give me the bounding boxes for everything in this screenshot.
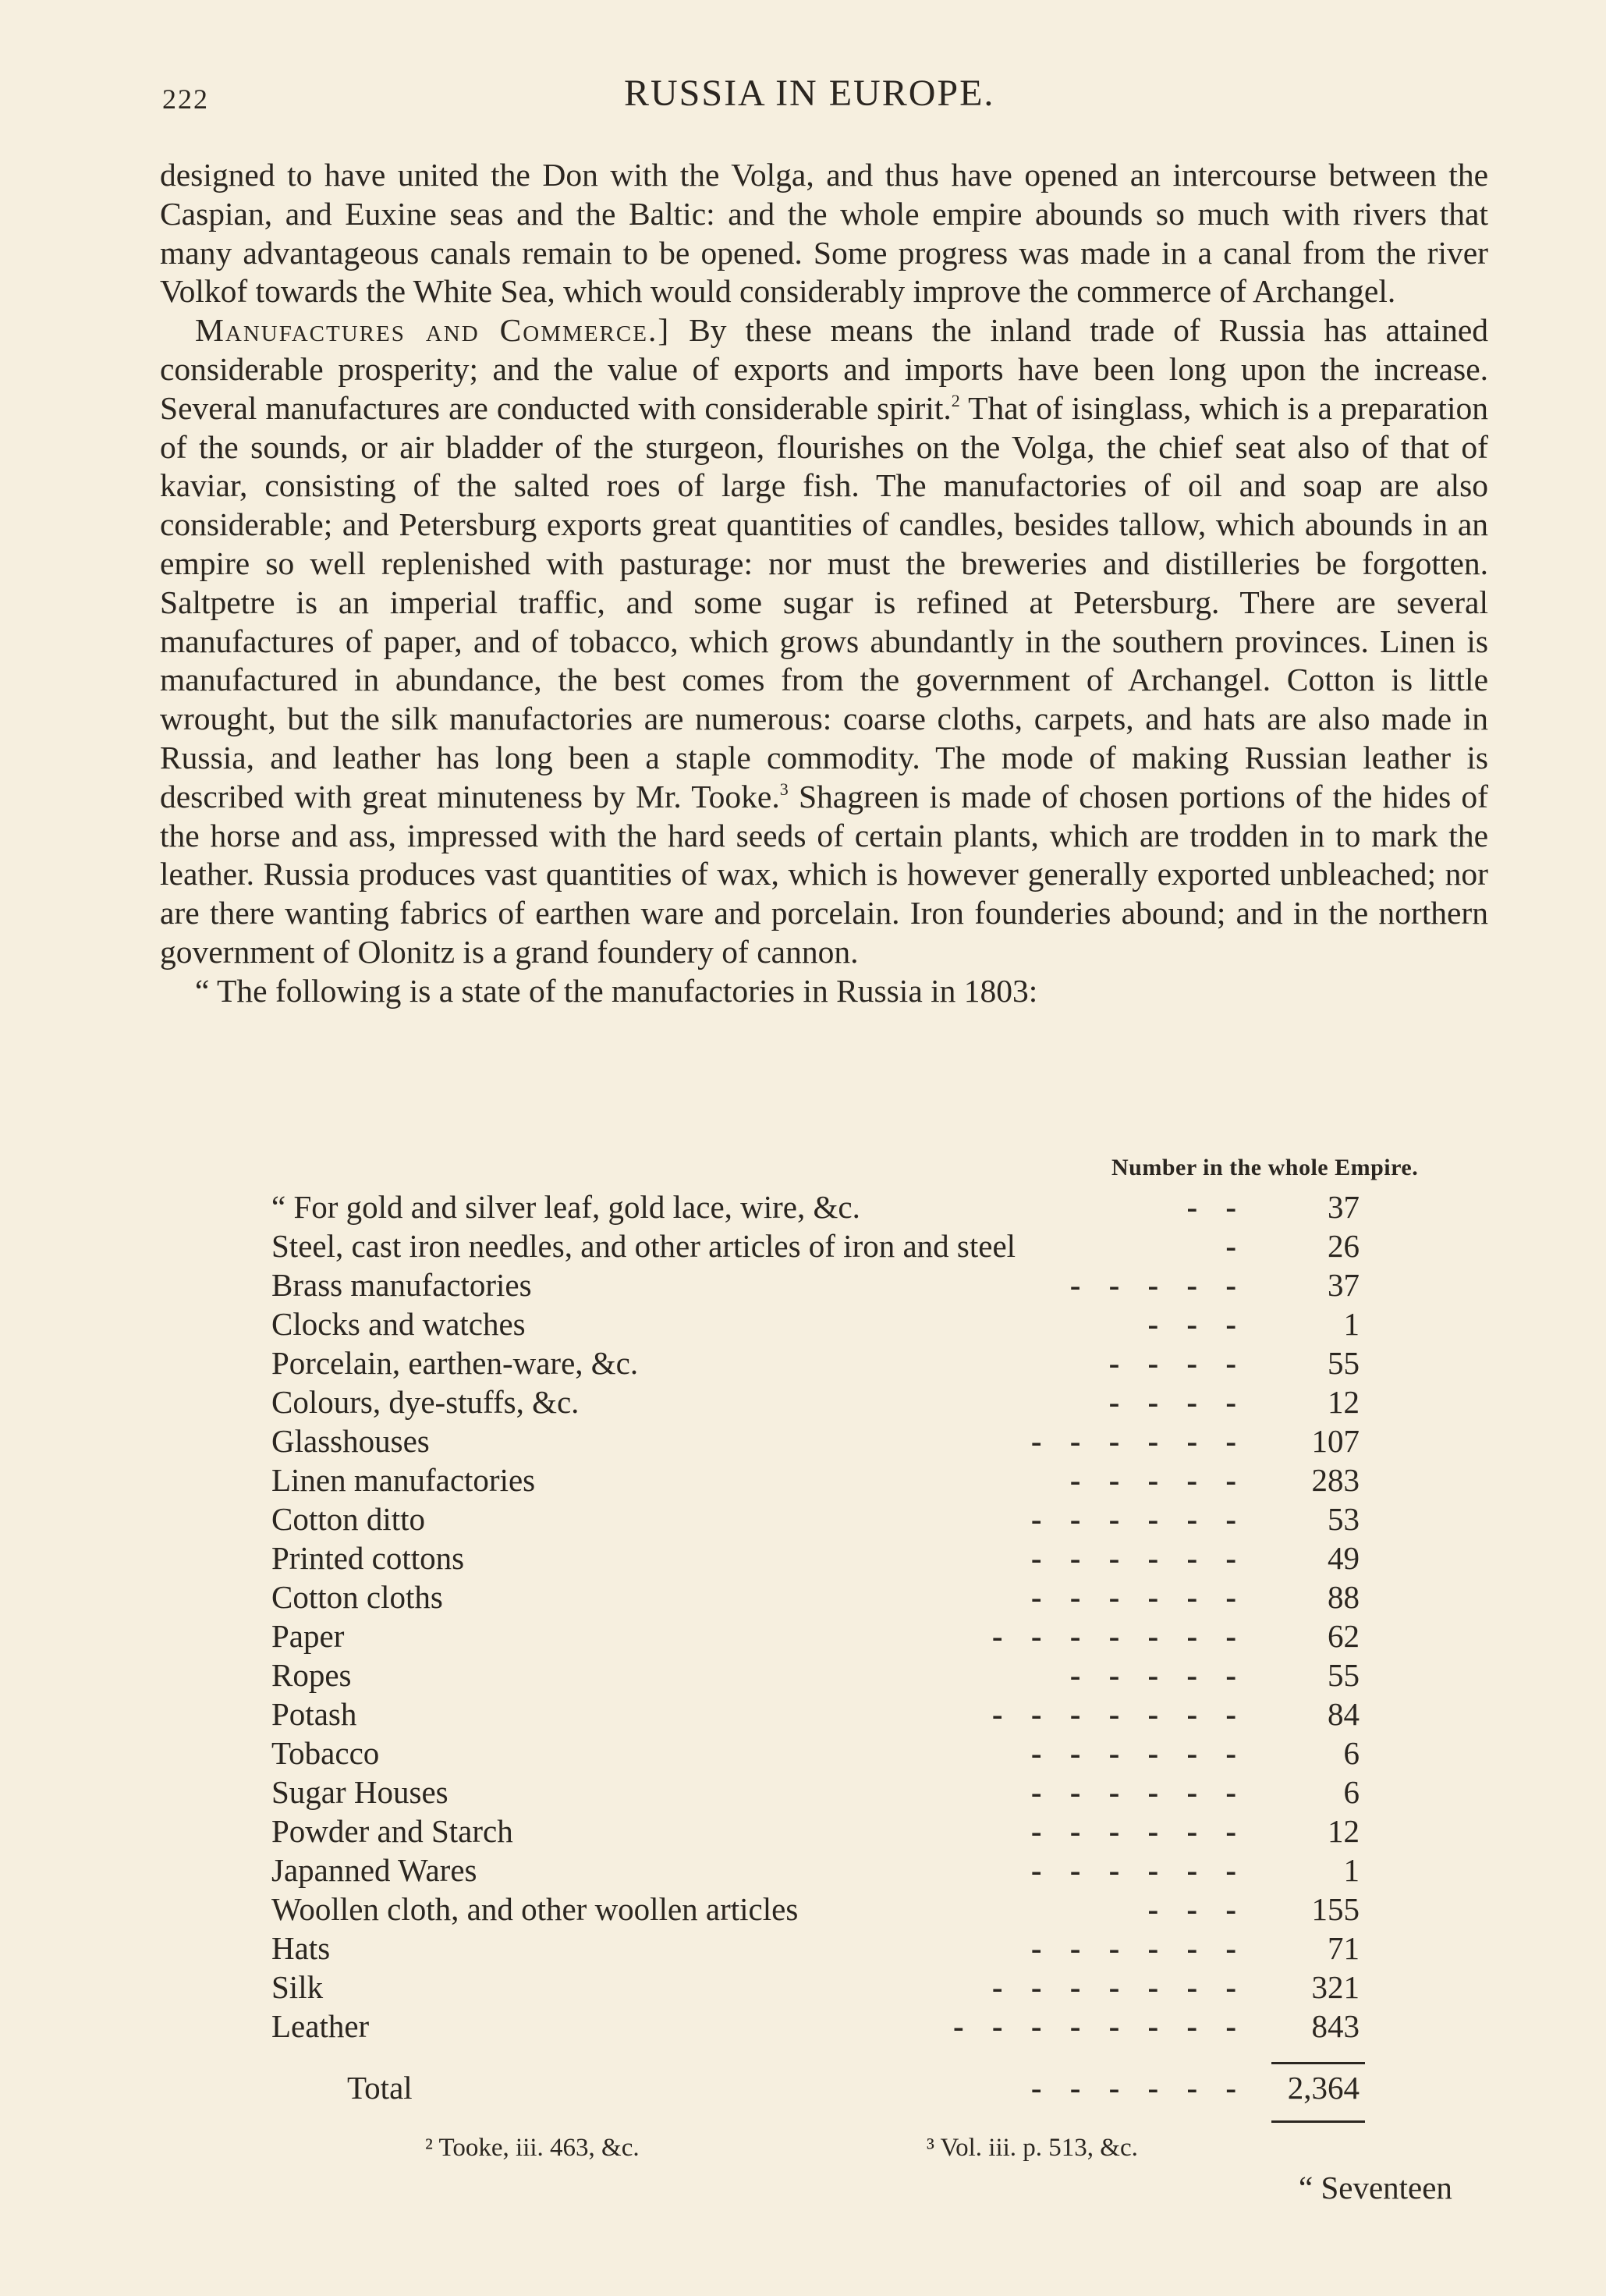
table-row	[271, 1187, 1363, 1226]
footnote-3: ³ Vol. iii. p. 513, &c.	[927, 2134, 1138, 2162]
row-value: 37	[1328, 1189, 1360, 1225]
body-text	[160, 156, 1488, 1011]
row-value: 26	[1328, 1228, 1360, 1264]
paragraph-manufactures	[160, 311, 1488, 972]
section-heading: Manufactures and Commerce.]	[195, 312, 671, 349]
catchword: “ Seventeen	[1299, 2170, 1452, 2206]
row-value: 1	[1343, 1852, 1360, 1888]
leader-dots: - - - -	[1108, 1384, 1246, 1420]
row-value: 88	[1328, 1579, 1360, 1615]
row-label: Hats	[271, 1930, 331, 1966]
row-value: 107	[1311, 1423, 1360, 1459]
row-label: “ For gold and silver leaf, gold lace, wire, &c.	[271, 1189, 860, 1225]
table-row	[271, 1694, 1363, 1734]
row-value: 55	[1328, 1657, 1360, 1693]
table-row	[271, 1773, 1363, 1812]
leader-dots: - - -	[1147, 1891, 1246, 1927]
leader-dots: - - - - -	[1069, 1267, 1246, 1303]
row-label: Ropes	[271, 1657, 352, 1693]
running-title: RUSSIA IN EUROPE.	[624, 73, 995, 114]
table-row	[271, 1460, 1363, 1499]
leader-dots: - - - - - - -	[991, 1696, 1246, 1732]
row-label: Powder and Starch	[271, 1813, 513, 1849]
total-value: 2,364	[1287, 2070, 1360, 2106]
table-row	[271, 1499, 1363, 1538]
row-label: Linen manufactories	[271, 1462, 536, 1498]
row-value: 71	[1328, 1930, 1360, 1966]
row-value: 155	[1311, 1891, 1360, 1927]
leader-dots: - - - - - -	[1030, 1579, 1246, 1615]
row-label: Sugar Houses	[271, 1774, 448, 1810]
total-label: Total	[347, 2070, 413, 2106]
leader-dots: - - - - - -	[1030, 1813, 1246, 1849]
row-label: Brass manufactories	[271, 1267, 532, 1303]
row-label: Steel, cast iron needles, and other articles of iron and steel	[271, 1228, 1016, 1264]
table-row	[271, 1655, 1363, 1694]
total-rule	[1271, 2120, 1365, 2123]
table-column-header: Number in the whole Empire.	[1111, 1155, 1419, 1180]
manufactories-table	[271, 1187, 1363, 2046]
row-label: Leather	[271, 2008, 370, 2044]
table-row	[271, 1421, 1363, 1460]
row-label: Colours, dye-stuffs, &c.	[271, 1384, 580, 1420]
leader-dots: - - - - - -	[1030, 1423, 1246, 1459]
leader-dots: -	[1225, 1228, 1246, 1264]
row-label: Woollen cloth, and other woollen articles	[271, 1891, 799, 1927]
table-row	[271, 1577, 1363, 1616]
leader-dots: - - - - - -	[1030, 1501, 1246, 1537]
paragraph-table-intro: “ The following is a state of the manufactories in Russia in 1803:	[195, 972, 1038, 1009]
leader-dots: - - - - - - -	[991, 1618, 1246, 1654]
row-value: 6	[1343, 1735, 1360, 1771]
table-row	[271, 1226, 1363, 1265]
row-value: 1	[1343, 1306, 1360, 1342]
row-label: Cotton cloths	[271, 1579, 443, 1615]
row-label: Silk	[271, 1969, 324, 2005]
row-value: 12	[1328, 1813, 1360, 1849]
leader-dots: - - - - - - -	[991, 1969, 1246, 2005]
table-row	[271, 1968, 1363, 2007]
row-value: 84	[1328, 1696, 1360, 1732]
table-row	[271, 1851, 1363, 1890]
row-value: 49	[1328, 1540, 1360, 1576]
leader-dots: - -	[1186, 1189, 1246, 1225]
leader-dots: - - - - - -	[1030, 1774, 1246, 1810]
leader-dots: - - - -	[1108, 1345, 1246, 1381]
row-label: Printed cottons	[271, 1540, 465, 1576]
leader-dots: - - - - - - - -	[953, 2008, 1246, 2044]
table-row	[271, 1890, 1363, 1929]
leader-dots: - - - - -	[1069, 1657, 1246, 1693]
row-value: 53	[1328, 1501, 1360, 1537]
leader-dots: - - - - - -	[1030, 1930, 1246, 1966]
table-row	[271, 1734, 1363, 1773]
row-value: 321	[1311, 1969, 1360, 2005]
leader-dots: - - - - - -	[1030, 1852, 1246, 1888]
table-row	[271, 1265, 1363, 1304]
row-label: Clocks and watches	[271, 1306, 526, 1342]
paragraph-canals: designed to have united the Don with the Volga, and thus have opened an intercourse between the Caspian, and Euxine seas and the Baltic: and the whole empire abounds so much with rivers that many advantageous canals remain to be opened. Some progress was made in a canal from the river Volkof towards the White Sea, which would considerably improve the commerce of Archangel.	[160, 157, 1488, 310]
row-value: 283	[1311, 1462, 1360, 1498]
row-label: Glasshouses	[271, 1423, 430, 1459]
page-number: 222	[162, 83, 209, 115]
leader-dots: - - - - -	[1069, 1462, 1246, 1498]
row-label: Japanned Wares	[271, 1852, 477, 1888]
paragraph-text-b: That of isinglass, which is a preparation of the sounds, or air bladder of the sturgeon, flourishes on the Volga, the chief seat also of that of kaviar, consisting of the salted roes of large fish. The manufactories of oil and soap are also considerable; and Petersburg exports great quantities of candles, besides tallow, which abounds in an empire so well replenished with pasturage: nor must the breweries and distilleries be forgotten. Saltpetre is an imperial traffic, and some sugar is refined at Petersburg. There are several manufactures of paper, and of tobacco, which grows abundantly in the southern provinces. Linen is manufactured in abundance, the best comes from the government of Archangel. Cotton is little wrought, but the silk manufactories are numerous: coarse cloths, carpets, and hats are also made in Russia, and leather has long been a staple commodity. The mode of making Russian leather is described with great minuteness by Mr. Tooke.	[160, 389, 1488, 814]
row-value: 62	[1328, 1618, 1360, 1654]
footnote-ref: 2	[951, 390, 960, 410]
row-label: Paper	[271, 1618, 345, 1654]
table-row	[271, 2007, 1363, 2046]
row-value: 843	[1311, 2008, 1360, 2044]
row-label: Cotton ditto	[271, 1501, 426, 1537]
table-row	[271, 1304, 1363, 1343]
footnote-ref: 3	[779, 779, 789, 799]
table-row	[271, 1616, 1363, 1655]
footnote-2: ² Tooke, iii. 463, &c.	[425, 2134, 640, 2162]
table-row	[271, 1812, 1363, 1851]
table-row	[271, 1382, 1363, 1421]
leader-dots: - - - - - -	[1030, 1735, 1246, 1771]
row-value: 55	[1328, 1345, 1360, 1381]
paragraph-text-c: Shagreen is made of chosen portions of the hides of the horse and ass, impressed with the hard seeds of certain plants, which are trodden in to mark the leather. Russia produces vast quantities of wax, which is however generally exported unbleached; nor are there wanting fabrics of earthen ware and porcelain. Iron founderies abound; and in the northern government of Olonitz is a grand foundery of cannon.	[160, 778, 1488, 970]
table-total-row	[347, 2064, 1363, 2112]
row-label: Potash	[271, 1696, 357, 1732]
row-value: 37	[1328, 1267, 1360, 1303]
table-row	[271, 1538, 1363, 1577]
row-label: Porcelain, earthen-ware, &c.	[271, 1345, 639, 1381]
leader-dots: - - - - - -	[1030, 1540, 1246, 1576]
table-row	[271, 1343, 1363, 1382]
running-head	[0, 72, 1606, 126]
paragraph-text-a: By these means the inland trade of Russia has attained considerable prosperity; and the value of exports and imports have been long upon the increase. Several manufactures are conducted with considerable spirit.	[160, 312, 1488, 426]
row-value: 12	[1328, 1384, 1360, 1420]
table-row	[271, 1929, 1363, 1968]
row-label: Tobacco	[271, 1735, 380, 1771]
leader-dots: - - -	[1147, 1306, 1246, 1342]
leader-dots: - - - - - -	[1030, 2070, 1246, 2106]
row-value: 6	[1343, 1774, 1360, 1810]
